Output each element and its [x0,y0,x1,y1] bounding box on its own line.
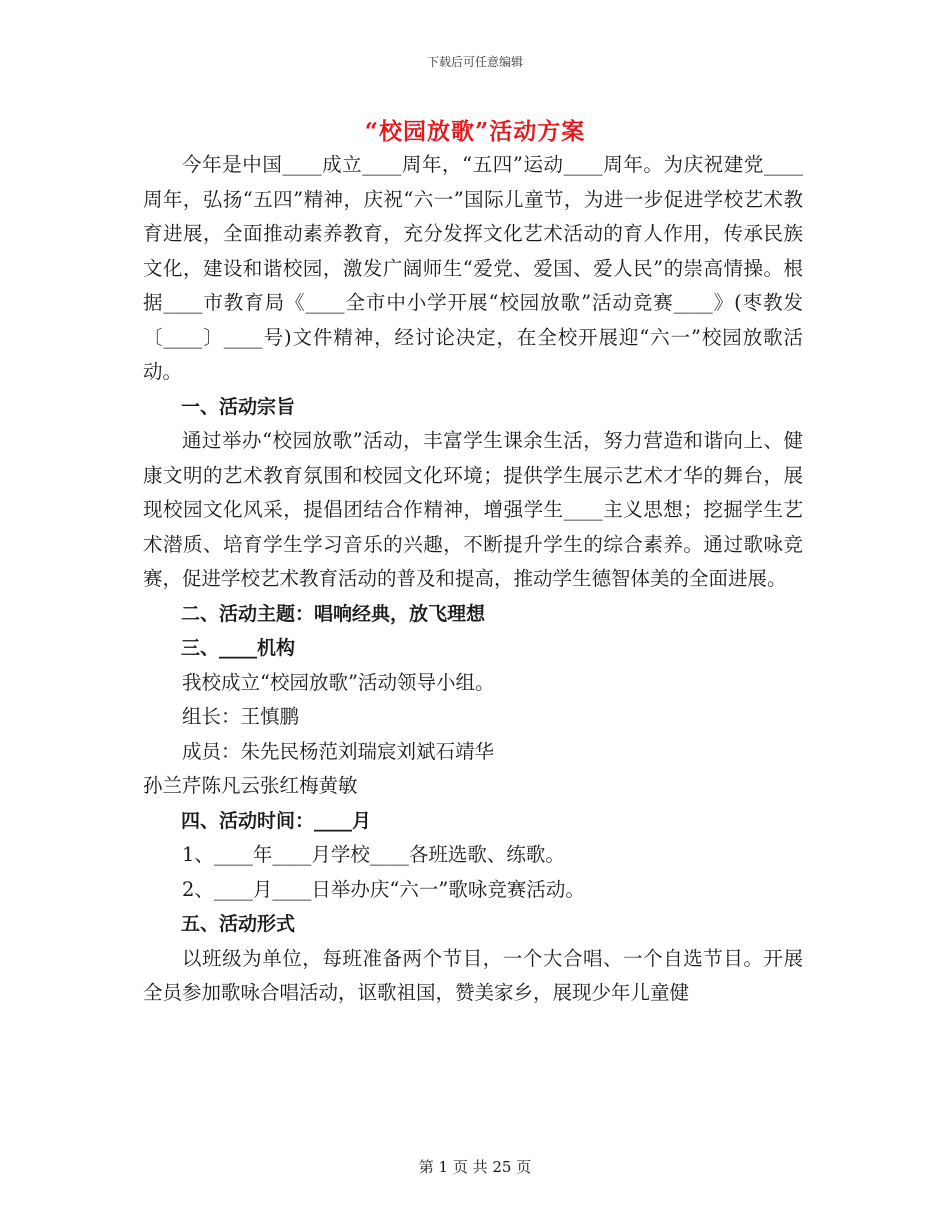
section-heading-purpose: 一、活动宗旨 [181,395,296,418]
organization-line: 我校成立“校园放歌”活动领导小组。 [182,670,495,694]
section-heading-form: 五、活动形式 [181,913,296,935]
time-item-2: 2、____月____日举办庆“六一”歌咏竞赛活动。 [182,877,585,901]
intro-paragraph: 今年是中国____成立____周年，“五四”运动____周年。为庆祝建党____周年，弘扬“五四”精神，庆祝“六一”国际儿童节，为进一步促进学校艺术教育进展，全面推动素养教育，充分发挥文化艺术活动的育人作用，传承民族文化，建设和谐校园，激发广阔师生“爱党、爱国、爱人民”的崇高情操。根据____市教育局《____全市中小学开展“校园放歌”活动竞赛____》(枣教发〔____〕____号)文件精神，经讨论决定，在全校开展迎“六一”校园放歌活动。 [143,153,803,383]
page-footer: 第 1 页 共 25 页 [418,1158,532,1176]
form-paragraph: 以班级为单位，每班准备两个节目，一个大合唱、一个自选节目。开展全员参加歌咏合唱活动，讴歌祖国，赞美家乡，展现少年儿童健 [143,946,803,1004]
organization-leader: 组长：王慎鹏 [182,705,300,728]
organization-members: 成员：朱先民杨范刘瑞宸刘斌石靖华 [182,739,495,763]
page-header-note: 下载后可任意编辑 [426,55,523,69]
document-title: “校园放歌”活动方案 [364,118,586,145]
section-heading-time: 四、活动时间：____月 [181,809,372,832]
purpose-paragraph: 通过举办“校园放歌”活动，丰富学生课余生活，努力营造和谐向上、健康文明的艺术教育氛围和校园文化环境；提供学生展示艺术才华的舞台，展现校园文化风采，提倡团结合作精神，增强学生____主义思想；挖掘学生艺术潜质、培育学生学习音乐的兴趣，不断提升学生的综合素养。通过歌咏竞赛，促进学校艺术教育活动的普及和提高，推动学生德智体美的全面进展。 [143,429,803,590]
section-heading-theme: 二、活动主题：唱响经典，放飞理想 [181,602,486,625]
time-item-1: 1、____年____月学校____各班选歌、练歌。 [182,843,565,866]
organization-members-continued: 孙兰芹陈凡云张红梅黄敏 [143,774,358,797]
section-heading-organization: 三、____机构 [181,637,296,659]
document-body [143,148,803,1011]
